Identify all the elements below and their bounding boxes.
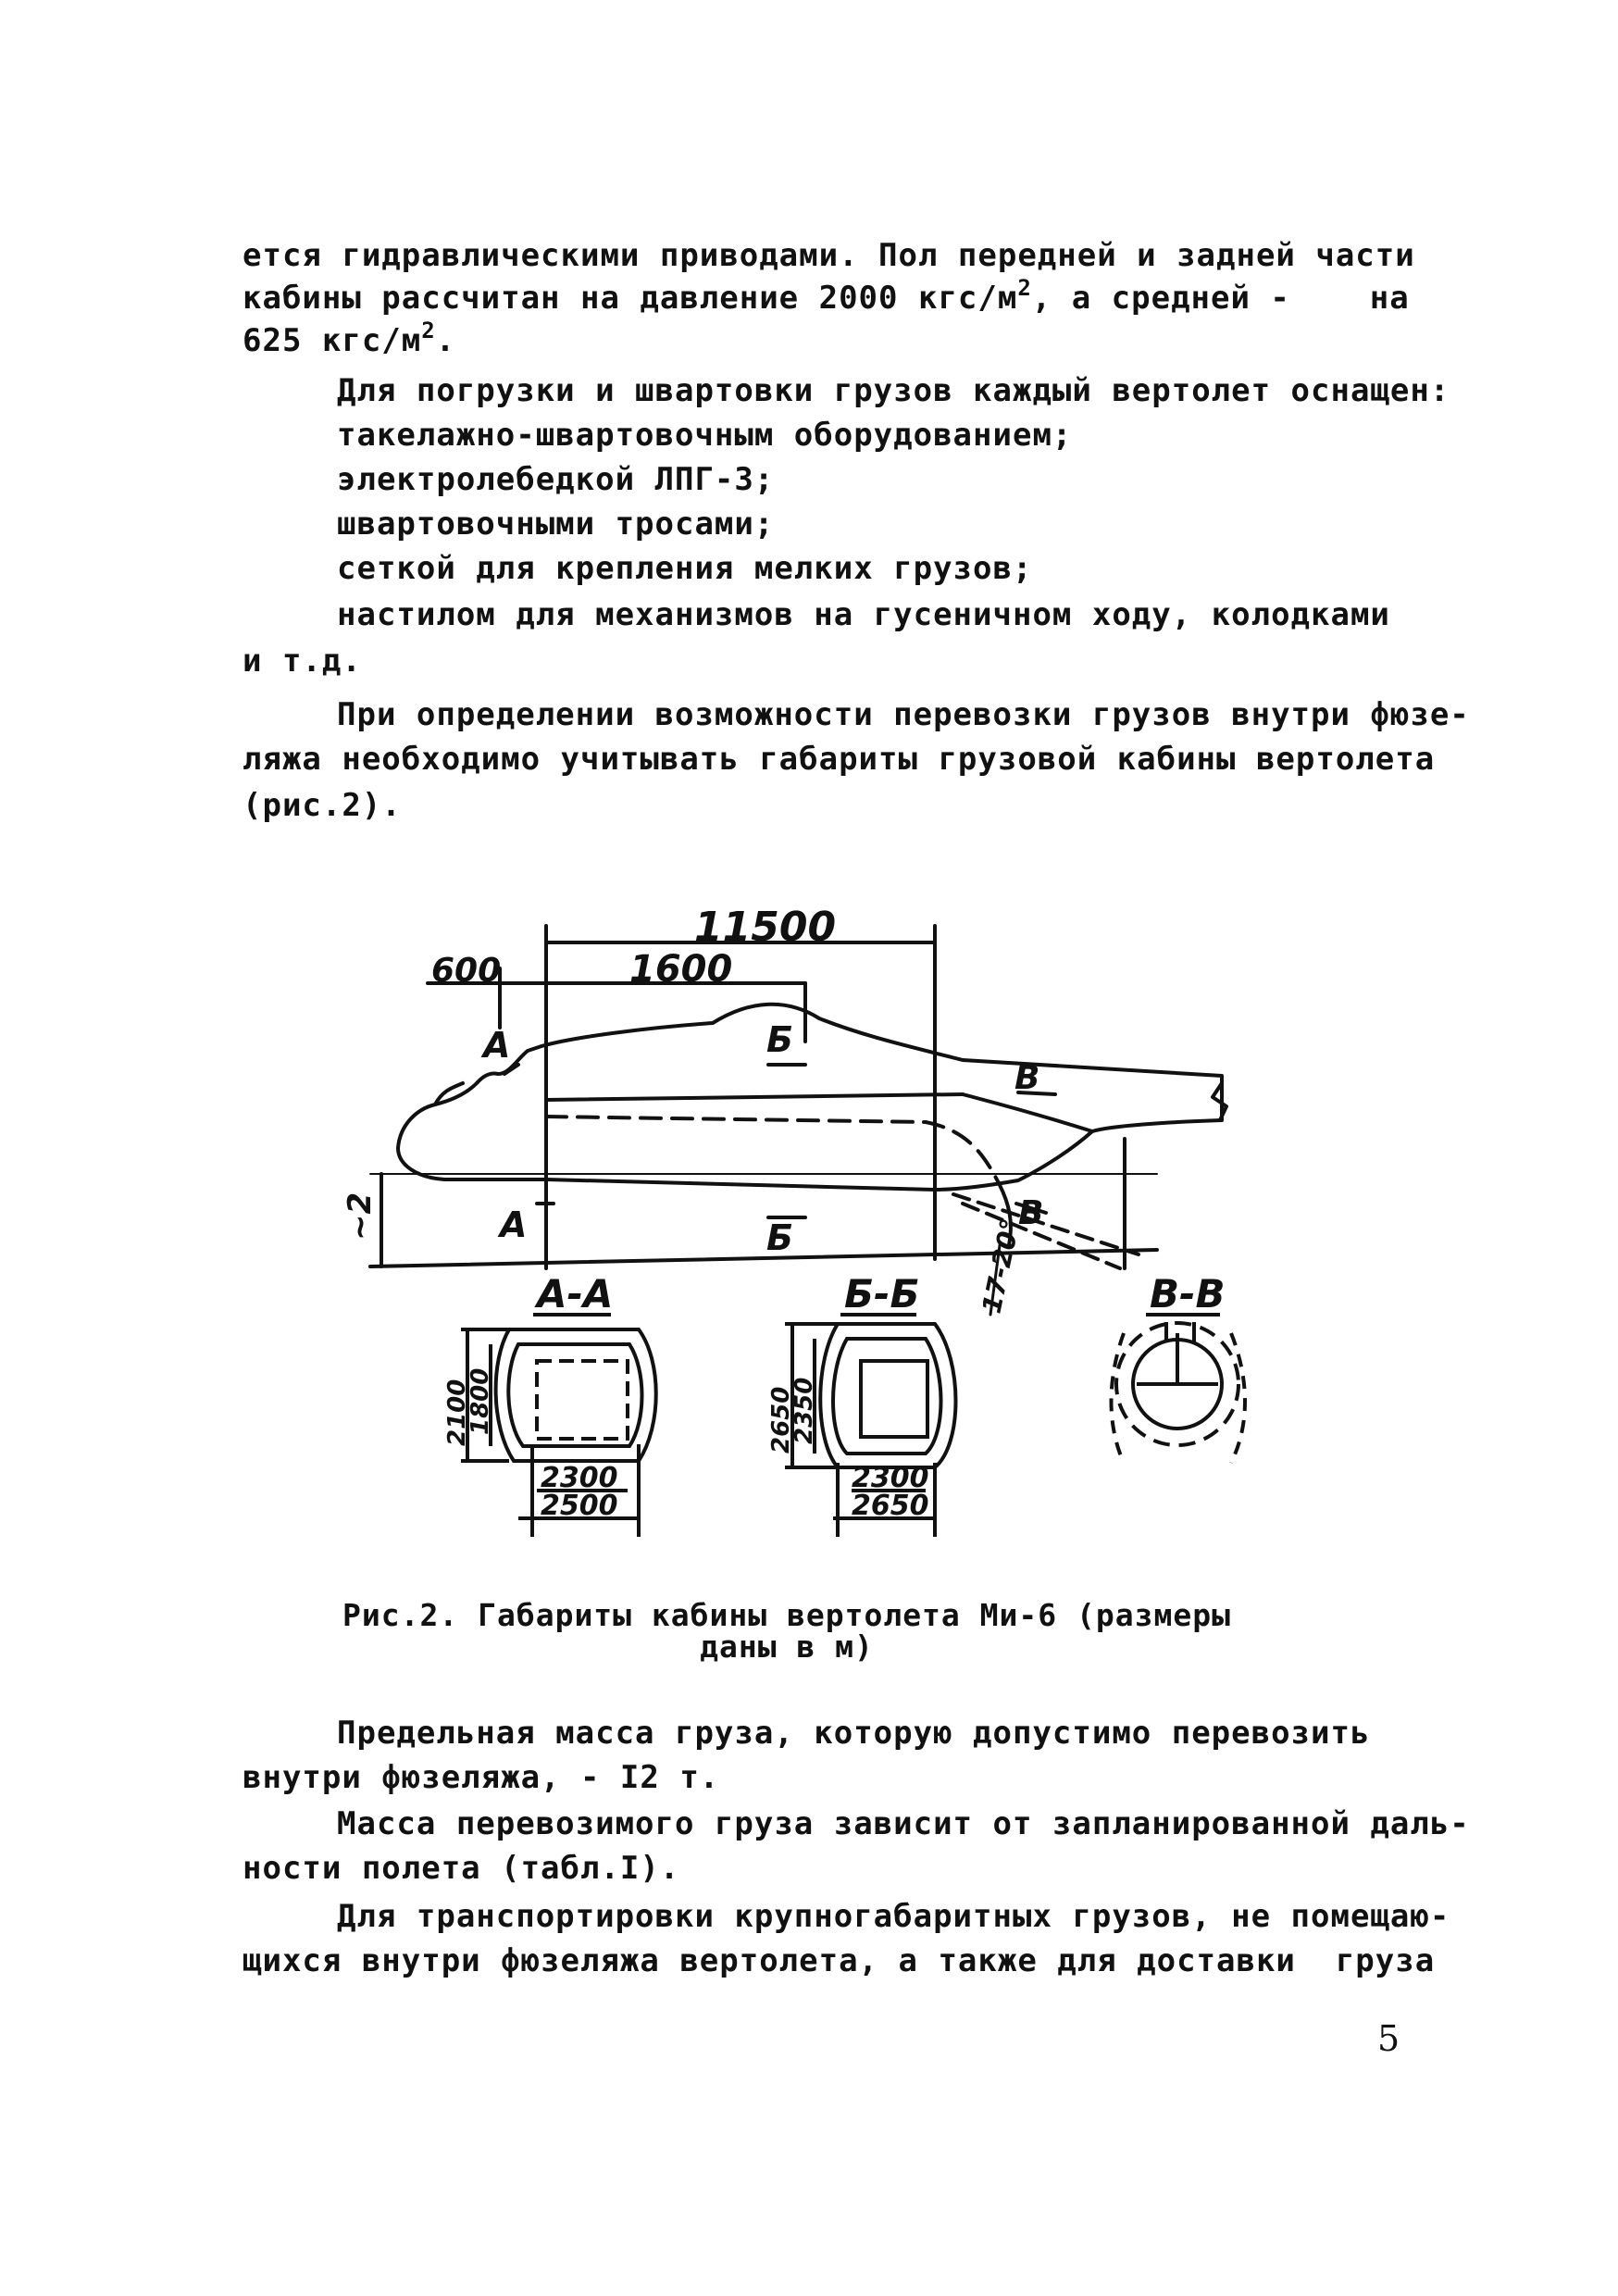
ground-line (370, 1250, 1157, 1267)
dim-1600-label: 1600 (629, 948, 733, 991)
aa-width-outer: 2500 (541, 1490, 618, 1522)
paragraph5-line1: Для транспортировки крупногабаритных грузов, не помещаю- (337, 1898, 1450, 1935)
equipment-intro: Для погрузки и швартовки грузов каждый вертолет оснащен: (337, 372, 1450, 409)
paragraph1-line1: ется гидравлическими приводами. Пол передней и задней части (243, 237, 1415, 274)
paragraph3-line2: внутри фюзеляжа, - I2 т. (243, 1759, 720, 1796)
superscript: 2 (421, 318, 436, 343)
figure-caption (333, 1597, 1240, 1665)
paragraph2-line1: При определении возможности перевозки грузов внутри фюзе- (337, 696, 1470, 733)
section-v-label: В (1014, 1059, 1040, 1097)
equipment-item: такелажно-швартовочным оборудованием; (337, 417, 1073, 454)
equipment-item: швартовочными тросами; (337, 505, 775, 543)
view-aa-label: А-А (537, 1271, 614, 1316)
dim-600-label: 600 (431, 952, 502, 990)
page-number: 5 (1377, 2018, 1400, 2059)
view-vv-label: В-В (1150, 1271, 1226, 1316)
aa-height-outer: 2100 (443, 1379, 471, 1446)
caption-line2: даны в м) (700, 1628, 874, 1665)
paragraph1-line2-tail: , а средней - на (1031, 280, 1410, 317)
angle-label: 17-20° (976, 1216, 1027, 1316)
caption-line1: Рис.2. Габариты кабины вертолета Ми-6 (размеры (342, 1597, 1231, 1633)
dim-total-label: 11500 (694, 904, 837, 951)
equipment-item: настилом для механизмов на гусеничном ходу, колодками (337, 596, 1390, 633)
tail-break-mark (1213, 1083, 1226, 1120)
paragraph2-line2: ляжа необходимо учитывать габариты грузовой кабины вертолета (243, 741, 1436, 778)
bb-height-outer: 2650 (767, 1386, 795, 1454)
section-b-label: Б (766, 1019, 793, 1060)
paragraph1-line2-text: кабины рассчитан на давление 2000 кгс/м (243, 280, 1018, 317)
section-vv-view (1112, 1322, 1246, 1463)
section-a-label: А (483, 1025, 511, 1066)
paragraph4-line2: ности полета (табл.I). (243, 1850, 680, 1887)
superscript: 2 (1017, 275, 1032, 301)
paragraph5-line2: щихся внутри фюзеляжа вертолета, а также для доставки груза (243, 1942, 1436, 1979)
ramp-dashed (953, 1194, 1139, 1254)
equipment-item: электролебедкой ЛПГ-3; (337, 461, 775, 498)
equipment-tail: и т.д. (243, 643, 362, 680)
section-a-label: А (500, 1204, 528, 1245)
paragraph3-line1: Предельная масса груза, которую допустимо перевозить (337, 1715, 1371, 1752)
aa-width-inner: 2300 (541, 1462, 618, 1494)
cabin-ceiling-line (546, 1094, 963, 1100)
equipment-item: сеткой для крепления мелких грузов; (337, 550, 1033, 587)
bb-width-outer: 2650 (852, 1490, 929, 1522)
paragraph4-line1: Масса перевозимого груза зависит от запланированной даль- (337, 1805, 1470, 1842)
paragraph2-line3: (рис.2). (243, 787, 402, 824)
section-v-label: В (1018, 1194, 1044, 1232)
paragraph1-line3-tail: . (435, 322, 456, 359)
cabin-ceiling-rear (963, 1094, 1092, 1131)
bb-height-inner: 2350 (790, 1377, 818, 1444)
height-label: ~2 (342, 1192, 379, 1241)
section-b-label: Б (766, 1217, 793, 1258)
paragraph1-line3-text: 625 кгс/м (243, 322, 422, 359)
bb-width-inner: 2300 (852, 1462, 929, 1494)
view-bb-label: Б-Б (844, 1271, 920, 1316)
aa-height-inner: 1800 (467, 1367, 494, 1435)
